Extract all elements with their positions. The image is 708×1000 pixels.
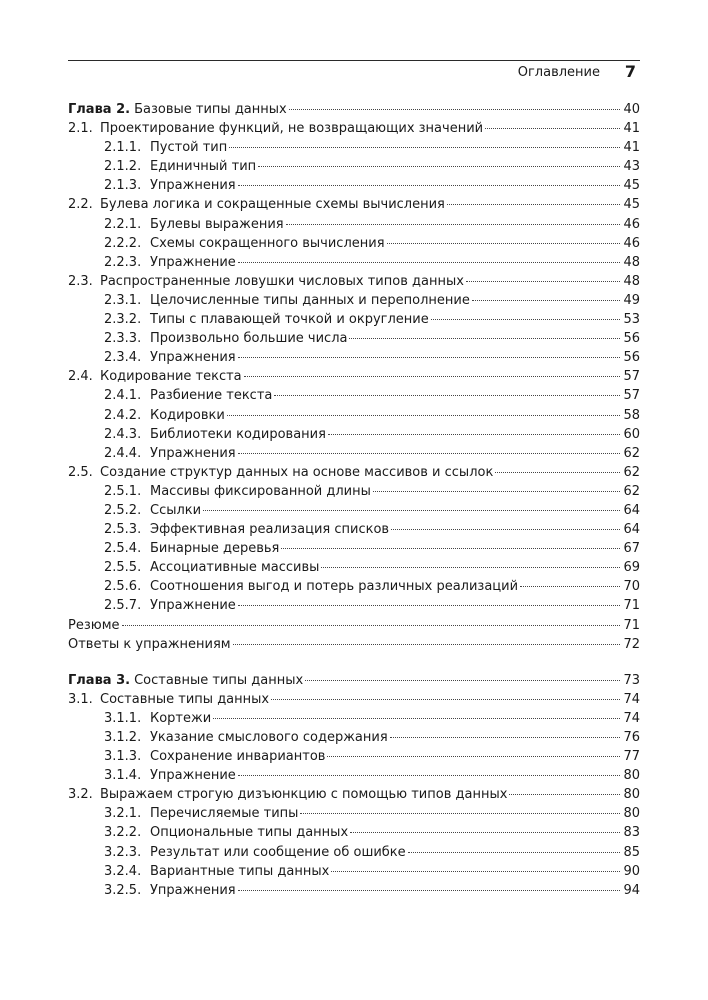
toc-section-number: 3.2.1. [104, 806, 142, 822]
toc-section-number: 2.1.2. [104, 159, 142, 175]
toc-entry-title: Пустой тип [150, 140, 228, 156]
toc-entry-title: Булева логика и сокращенные схемы вычисления [100, 197, 445, 213]
toc-entry-title: Соотношения выгод и потерь различных реализаций [150, 579, 519, 595]
toc-section-number: 3.1. [68, 691, 93, 707]
toc-section-number: 2.4.2. [104, 407, 142, 423]
toc-entry-title: Упражнения [150, 178, 236, 194]
toc-entry[interactable] [68, 883, 640, 902]
toc-entry[interactable] [68, 692, 640, 711]
toc-entry[interactable] [68, 408, 640, 427]
toc-entry[interactable] [68, 579, 640, 598]
toc-entry[interactable] [68, 121, 640, 140]
toc-dot-leader [466, 281, 620, 282]
toc-section-number: 3.1.4. [104, 768, 142, 784]
toc-dot-leader [328, 434, 620, 435]
toc-section-number: 3.2.5. [104, 882, 142, 898]
toc-page-number: 64 [623, 502, 640, 518]
toc-page-number: 80 [623, 768, 640, 784]
toc-dot-leader [431, 319, 620, 320]
toc-entry-title: Ссылки [150, 502, 202, 518]
toc-section-number: 3.2.4. [104, 863, 142, 879]
toc-chapter-entry[interactable] [68, 102, 640, 121]
toc-entry[interactable] [68, 845, 640, 864]
toc-chapter-label: Глава 3. [68, 672, 131, 688]
toc-dot-leader [305, 680, 620, 681]
toc-entry[interactable] [68, 541, 640, 560]
toc-entry[interactable] [68, 522, 640, 541]
toc-entry[interactable] [68, 637, 640, 656]
toc-entry-title: Кортежи [150, 710, 212, 726]
toc-page-number: 72 [623, 636, 640, 652]
toc-section-number: 2.5.3. [104, 522, 142, 538]
toc-page-number: 45 [623, 197, 640, 213]
toc-dot-leader [238, 262, 620, 263]
toc-page-number: 49 [623, 292, 640, 308]
toc-entry-title: Выражаем строгую дизъюнкцию с помощью типов данных [100, 787, 508, 803]
toc-section-number: 2.2.1. [104, 216, 142, 232]
toc-entry-title: Единичный тип [150, 159, 257, 175]
toc-entry[interactable] [68, 388, 640, 407]
toc-entry-title: Упражнение [150, 598, 236, 614]
toc-chapter-label: Глава 2. [68, 102, 131, 117]
toc-dot-leader [229, 147, 620, 148]
toc-entry-title: Эффективная реализация списков [150, 522, 390, 538]
toc-section-number: 3.2. [68, 787, 93, 803]
toc-dot-leader [238, 605, 620, 606]
toc-dot-leader [373, 491, 620, 492]
toc-entry-title: Опциональные типы данных [150, 825, 349, 841]
toc-entry-title: Перечисляемые типы [150, 806, 299, 822]
toc-page-number: 48 [623, 273, 640, 289]
toc-page-number: 77 [623, 749, 640, 765]
toc-entry[interactable] [68, 730, 640, 749]
toc-dot-leader [281, 548, 620, 549]
toc-entry-title: Произвольно большие числа [150, 331, 348, 347]
toc-dot-leader [238, 890, 620, 891]
toc-entry[interactable] [68, 197, 640, 216]
toc-entry[interactable] [68, 350, 640, 369]
toc-chapter-entry[interactable] [68, 673, 640, 692]
toc-entry[interactable] [68, 864, 640, 883]
toc-page-number: 74 [623, 710, 640, 726]
toc-entry[interactable] [68, 711, 640, 730]
toc-dot-leader [321, 567, 620, 568]
toc-dot-leader [227, 415, 620, 416]
toc-entry-title: Ассоциативные массивы [150, 560, 320, 576]
toc-page-number: 41 [623, 140, 640, 156]
toc-section-number: 2.5.6. [104, 579, 142, 595]
toc-section-number: 2.1. [68, 121, 93, 137]
toc-entry-title: Упражнения [150, 445, 236, 461]
toc-page-number: 46 [623, 235, 640, 251]
toc-page-number: 71 [623, 617, 640, 633]
toc-dot-leader [238, 453, 620, 454]
toc-gap [68, 656, 640, 673]
toc-page-number: 70 [623, 579, 640, 595]
toc-entry-title: Массивы фиксированной длины [150, 483, 371, 499]
toc-dot-leader [390, 737, 620, 738]
toc-entry-title: Составные типы данных [134, 672, 304, 688]
toc-section-number: 2.3. [68, 273, 93, 289]
toc-section-number: 2.5.1. [104, 483, 142, 499]
toc-dot-leader [271, 699, 620, 700]
toc-section-number: 3.2.3. [104, 844, 142, 860]
toc-section-number: 3.1.1. [104, 710, 142, 726]
toc-page-number: 80 [623, 787, 640, 803]
toc-page-number: 41 [623, 121, 640, 137]
toc-section-number: 2.4.3. [104, 426, 142, 442]
toc-entry-title: Целочисленные типы данных и переполнение [150, 292, 470, 308]
toc-entry[interactable] [68, 484, 640, 503]
toc-entry[interactable] [68, 178, 640, 197]
toc-section-number: 2.2.2. [104, 235, 142, 251]
toc-entry-title: Типы с плавающей точкой и округление [150, 312, 429, 328]
toc-entry[interactable] [68, 293, 640, 312]
toc-section-number: 2.2. [68, 197, 93, 213]
toc-page-number: 69 [623, 560, 640, 576]
toc-dot-leader [238, 775, 620, 776]
toc-dot-leader [509, 794, 620, 795]
toc-dot-leader [472, 300, 620, 301]
toc-page-number: 73 [623, 672, 640, 688]
toc-dot-leader [327, 756, 620, 757]
toc-dot-leader [233, 644, 620, 645]
toc-entry[interactable] [68, 236, 640, 255]
toc-page-number: 56 [623, 350, 640, 366]
toc-entry[interactable] [68, 331, 640, 350]
toc-page-number: 83 [623, 825, 640, 841]
toc-entry-title: Булевы выражения [150, 216, 284, 232]
header-rule [68, 60, 640, 61]
toc-entry-title: Бинарные деревья [150, 541, 280, 557]
toc-entry-title: Кодировки [150, 407, 225, 423]
toc-page-number: 94 [623, 882, 640, 898]
toc-entry[interactable] [68, 787, 640, 806]
toc-entry[interactable] [68, 446, 640, 465]
toc-section-number: 2.5.4. [104, 541, 142, 557]
toc-entry[interactable] [68, 274, 640, 293]
toc-dot-leader [289, 109, 620, 110]
toc-page-number: 53 [623, 312, 640, 328]
toc-section-number: 2.5. [68, 464, 93, 480]
toc-entry-title: Схемы сокращенного вычисления [150, 235, 385, 251]
toc-entry[interactable] [68, 369, 640, 388]
toc-page-number: 64 [623, 522, 640, 538]
toc-dot-leader [274, 395, 620, 396]
toc-entry[interactable] [68, 255, 640, 274]
toc-page-number: 76 [623, 730, 640, 745]
toc-page-number: 62 [623, 445, 640, 461]
toc-entry-title: Сохранение инвариантов [150, 749, 326, 765]
toc-entry[interactable] [68, 560, 640, 579]
toc-section-number: 2.4.4. [104, 445, 142, 461]
toc-section-number: 2.3.1. [104, 292, 142, 308]
toc-section-number: 2.3.2. [104, 312, 142, 328]
toc-entry[interactable] [68, 140, 640, 159]
toc-page-number: 48 [623, 254, 640, 270]
toc-page-number: 85 [623, 844, 640, 860]
toc-page-number: 80 [623, 806, 640, 822]
toc-entry-title: Указание смыслового содержания [150, 730, 388, 745]
toc-entry[interactable] [68, 427, 640, 446]
toc-entry-title: Упражнение [150, 254, 236, 270]
toc-dot-leader [447, 204, 620, 205]
toc-section-number: 2.5.5. [104, 560, 142, 576]
toc-section-number: 2.4.1. [104, 388, 142, 404]
toc-page-number: 57 [623, 388, 640, 404]
toc-page-number: 60 [623, 426, 640, 442]
toc-entry[interactable] [68, 312, 640, 331]
toc-entry[interactable] [68, 465, 640, 484]
toc-page-number: 58 [623, 407, 640, 423]
toc-section-number: 2.2.3. [104, 254, 142, 270]
toc-page-number: 45 [623, 178, 640, 194]
toc-dot-leader [391, 529, 620, 530]
toc-page-number: 40 [623, 102, 640, 117]
toc-entry[interactable] [68, 806, 640, 825]
toc-section-number: 3.2.2. [104, 825, 142, 841]
toc-section-number: 2.4. [68, 369, 93, 385]
toc-dot-leader [238, 357, 620, 358]
toc-entry-title: Проектирование функций, не возвращающих значений [100, 121, 484, 137]
toc-dot-leader [331, 871, 620, 872]
toc-page-number: 57 [623, 369, 640, 385]
toc-dot-leader [408, 852, 620, 853]
toc-entry[interactable] [68, 768, 640, 787]
toc-dot-leader [350, 832, 620, 833]
table-of-contents [68, 102, 640, 902]
toc-entry-title: Ответы к упражнениям [68, 636, 231, 652]
toc-entry[interactable] [68, 159, 640, 178]
toc-entry-title: Результат или сообщение об ошибке [150, 844, 406, 860]
toc-entry-title: Упражнения [150, 882, 236, 898]
toc-entry-title: Распространенные ловушки числовых типов данных [100, 273, 464, 289]
toc-dot-leader [213, 718, 620, 719]
toc-entry-title: Библиотеки кодирования [150, 426, 326, 442]
toc-entry-title: Упражнения [150, 350, 236, 366]
toc-dot-leader [520, 586, 620, 587]
toc-page-number: 71 [623, 598, 640, 614]
toc-dot-leader [203, 510, 620, 511]
toc-entry[interactable] [68, 503, 640, 522]
toc-page-number: 67 [623, 541, 640, 557]
toc-dot-leader [485, 128, 620, 129]
toc-entry-title: Создание структур данных на основе массивов и ссылок [100, 464, 494, 480]
toc-page-number: 43 [623, 159, 640, 175]
toc-entry-title: Вариантные типы данных [150, 863, 330, 879]
toc-section-number: 2.5.7. [104, 598, 142, 614]
header-title: Оглавление [517, 65, 600, 80]
toc-page-number: 62 [623, 483, 640, 499]
toc-page-number: 90 [623, 863, 640, 879]
toc-entry-title: Резюме [68, 617, 120, 633]
toc-section-number: 3.1.2. [104, 730, 142, 745]
toc-page-number: 62 [623, 464, 640, 480]
toc-entry[interactable] [68, 618, 640, 637]
toc-section-number: 3.1.3. [104, 749, 142, 765]
toc-dot-leader [349, 338, 620, 339]
toc-entry[interactable] [68, 749, 640, 768]
toc-dot-leader [495, 472, 620, 473]
toc-dot-leader [387, 243, 620, 244]
header-page-number: 7 [624, 62, 636, 81]
toc-entry[interactable] [68, 217, 640, 236]
toc-page-number: 46 [623, 216, 640, 232]
toc-entry-title: Составные типы данных [100, 691, 270, 707]
toc-entry[interactable] [68, 825, 640, 844]
toc-entry-title: Разбиение текста [150, 388, 273, 404]
toc-section-number: 2.3.4. [104, 350, 142, 366]
toc-dot-leader [286, 224, 620, 225]
toc-dot-leader [122, 625, 621, 626]
toc-section-number: 2.5.2. [104, 502, 142, 518]
toc-entry-title: Упражнение [150, 768, 236, 784]
toc-dot-leader [244, 376, 620, 377]
toc-dot-leader [238, 185, 620, 186]
toc-dot-leader [258, 166, 620, 167]
toc-entry-title: Базовые типы данных [134, 102, 287, 117]
toc-section-number: 2.1.1. [104, 140, 142, 156]
toc-section-number: 2.3.3. [104, 331, 142, 347]
toc-section-number: 2.1.3. [104, 178, 142, 194]
toc-page-number: 56 [623, 331, 640, 347]
toc-entry[interactable] [68, 598, 640, 617]
toc-page-number: 74 [623, 691, 640, 707]
toc-entry-title: Кодирование текста [100, 369, 242, 385]
toc-dot-leader [300, 813, 620, 814]
